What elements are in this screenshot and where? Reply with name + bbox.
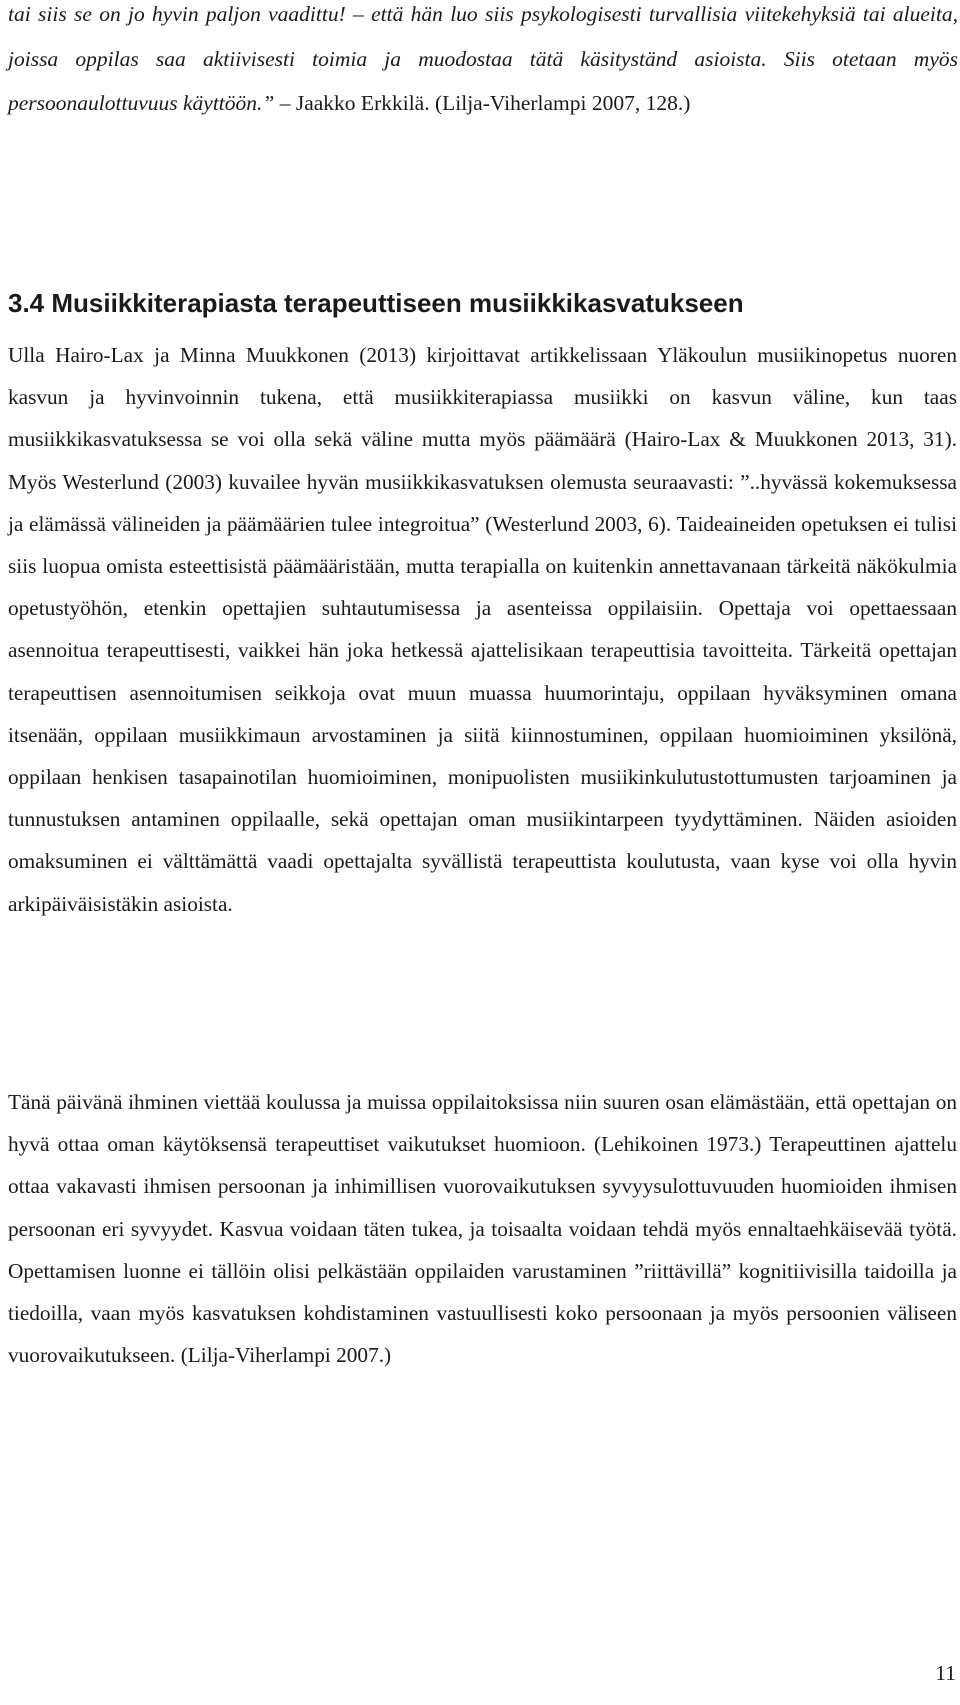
section-heading: 3.4 Musiikkiterapiasta terapeuttiseen musiikkikasvatukseen	[8, 288, 744, 318]
page-number: 11	[935, 1661, 956, 1685]
body-paragraph: Ulla Hairo-Lax ja Minna Muukkonen (2013) kirjoittavat artikkelissaan Yläkoulun musiikinopetus nuoren kasvun ja hyvinvoinnin tukena, että musiikkiterapiassa musiikki on kasvun väline, kun taas musiikkikasvatuksessa se voi olla sekä väline mutta myös päämäärä (Hairo-Lax & Muukkonen 2013, 31). Myös Westerlund (2003) kuvailee hyvän musiikkikasvatuksen olemusta seuraavasti: ”..hyvässä kokemuksessa ja elämässä välineiden ja päämäärien tulee integroitua” (Westerlund 2003, 6). Taideaineiden opetuksen ei tulisi siis luopua omista esteettisistä päämääristään, mutta terapialla on kuitenkin annettavanaan tärkeitä näkökulmia opetustyöhön, etenkin opettajien suhtautumisessa ja asenteissa oppilaisiin. Opettaja voi opettaessaan asennoitua terapeuttisesti, vaikkei hän joka hetkessä ajattelisikaan terapeuttisia tavoitteita. Tärkeitä opettajan terapeuttisen asennoitumisen seikkoja ovat muun muassa huumorintaju, oppilaan hyväksyminen omana itsenään, oppilaan musiikkimaun arvostaminen ja siitä kiinnostuminen, oppilaan huomioiminen yksilönä, oppilaan henkisen tasapainotilan huomioiminen, monipuolisten musiikinkulutustottumusten tarjoaminen ja tunnustuksen antaminen oppilaalle, sekä opettajan oman musiikintarpeen tyydyttäminen. Näiden asioiden omaksuminen ei välttämättä vaadi opettajalta syvällistä terapeuttista koulutusta, vaan kyse voi olla hyvin arkipäiväisistäkin asioista.	[8, 343, 957, 916]
intro-quote-italic: tai siis se on jo hyvin paljon vaadittu! – että hän luo siis psykologisesti turvallisia viitekehyksiä tai alueita, joissa oppilas saa aktiivisesti toimia ja muodostaa tätä käsityständ asioista. Siis otetaan myös persoonaulottuvuus käyttöön.”	[8, 2, 958, 115]
intro-quote-attribution: – Jaakko Erkkilä. (Lilja-Viherlampi 2007, 128.)	[274, 91, 691, 115]
body-paragraph: Tänä päivänä ihminen viettää koulussa ja muissa oppilaitoksissa niin suuren osan elämästään, että opettajan on hyvä ottaa oman käytöksensä terapeuttiset vaikutukset huomioon. (Lehikoinen 1973.) Terapeuttinen ajattelu ottaa vakavasti ihmisen persoonan ja inhimillisen vuorovaikutuksen syvyysulottuvuuden huomioiden ihmisen persoonan eri syvyydet. Kasvua voidaan täten tukea, ja toisaalta voidaan tehdä myös ennaltaehkäisevää työtä. Opettamisen luonne ei tällöin olisi pelkästään oppilaiden varustaminen ”riittävillä” kognitiivisilla taidoilla ja tiedoilla, vaan myös kasvatuksen kohdistaminen vastuullisesti koko persoonaan ja myös persoonien väliseen vuorovaikutukseen. (Lilja-Viherlampi 2007.)	[8, 1090, 957, 1368]
intro-quote-paragraph	[8, 0, 958, 126]
